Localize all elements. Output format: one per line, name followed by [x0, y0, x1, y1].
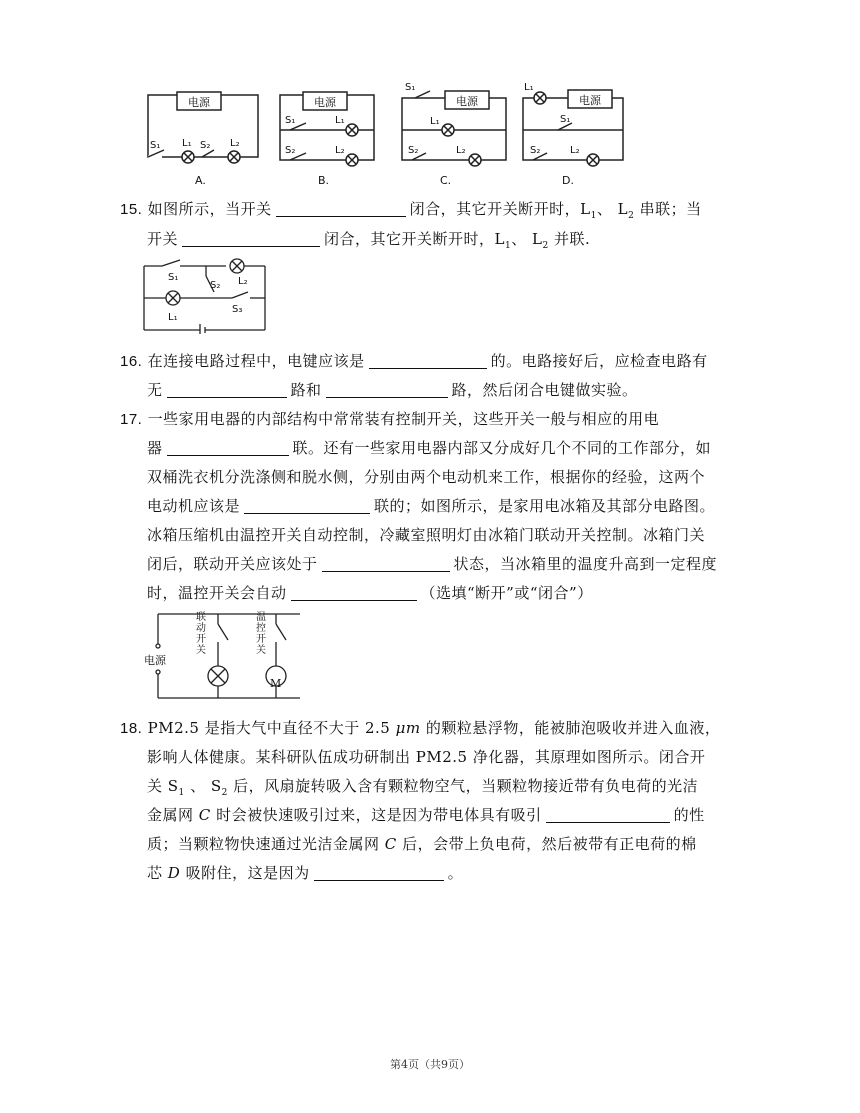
answer-blank[interactable]	[167, 381, 287, 398]
svg-text:L₁: L₁	[335, 115, 345, 126]
figure-option-c	[402, 82, 506, 187]
question-number: 15.	[120, 201, 143, 218]
svg-text:L₂: L₂	[335, 145, 345, 156]
answer-blank[interactable]	[244, 497, 370, 514]
q15-circuit-figure	[140, 254, 270, 334]
power-label: 电源	[188, 96, 210, 109]
svg-text:S₁: S₁	[150, 140, 161, 151]
svg-text:电源: 电源	[314, 96, 336, 109]
q17-line1: 17. 一些家用电器的内部结构中常常装有控制开关，这些开关一般与相应的用电	[120, 410, 660, 428]
q17-line5: 冰箱压缩机由温控开关自动控制，冷藏室照明灯由冰箱门联动开关控制。冰箱门关	[147, 526, 706, 544]
link-switch-label: 联动开关	[196, 612, 206, 656]
svg-text:D.: D.	[562, 174, 574, 187]
svg-text:S₂: S₂	[285, 145, 296, 156]
svg-text:L₂: L₂	[570, 145, 580, 156]
svg-text:L₂: L₂	[238, 276, 248, 287]
svg-text:S₁: S₁	[168, 272, 179, 283]
q18-line5: 质；当颗粒物快速通过光洁金属网 C 后，会带上负电荷，然后被带有正电荷的棉	[147, 835, 697, 853]
svg-text:L₂: L₂	[456, 145, 466, 156]
question-number: 16.	[120, 353, 143, 370]
svg-text:S₃: S₃	[232, 304, 243, 315]
svg-text:S₂: S₂	[530, 145, 541, 156]
svg-text:S₂: S₂	[210, 280, 221, 291]
svg-text:B.: B.	[318, 174, 330, 187]
temp-switch-label: 温控开关	[256, 612, 266, 656]
power-label: 电源	[144, 654, 166, 667]
q17-line7: 时，温控开关会自动 （选填“断开”或“闭合”）	[147, 584, 593, 602]
answer-blank[interactable]	[314, 864, 444, 881]
q15-line1: 15. 如图所示，当开关 闭合，其它开关断开时，$L_1$、 $L_2$ 串联；当	[120, 200, 702, 221]
figure-options-abcd	[130, 78, 650, 188]
svg-text:S₁: S₁	[405, 82, 416, 93]
motor-symbol: M	[270, 677, 282, 690]
svg-text:电源: 电源	[579, 94, 601, 107]
q15-line2: 开关 闭合，其它开关断开时，$L_1$、 $L_2$ 并联.	[147, 230, 591, 251]
q17-line2: 器 联。还有一些家用电器内部又分成好几个不同的工作部分，如	[147, 439, 712, 457]
svg-text:L₁: L₁	[182, 138, 192, 149]
svg-text:S₂: S₂	[408, 145, 419, 156]
svg-text:L₁: L₁	[524, 82, 534, 93]
question-number: 18.	[120, 720, 143, 737]
q16-line1: 16. 在连接电路过程中，电键应该是 的。电路接好后，应检查电路有	[120, 352, 708, 370]
svg-text:L₁: L₁	[168, 312, 178, 323]
answer-blank[interactable]	[167, 439, 289, 456]
answer-blank[interactable]	[291, 584, 417, 601]
figure-option-d	[523, 82, 623, 187]
q18-line3: 关 $S_1$ 、 $S_2$ 后，风扇旋转吸入含有颗粒物空气，当颗粒物接近带有负电荷的光洁	[147, 777, 699, 798]
svg-text:L₂: L₂	[230, 138, 240, 149]
svg-text:C.: C.	[440, 174, 452, 187]
answer-blank[interactable]	[182, 230, 320, 247]
page-footer: 第4页（共9页）	[390, 1058, 470, 1071]
q17-line3: 双桶洗衣机分洗涤侧和脱水侧，分别由两个电动机来工作，根据你的经验，这两个	[147, 468, 706, 486]
figure-option-b	[280, 92, 374, 187]
svg-text:S₁: S₁	[560, 114, 571, 125]
option-a-label: A.	[195, 174, 206, 187]
question-number: 17.	[120, 411, 143, 428]
q17-line4: 电动机应该是 联的；如图所示，是家用电冰箱及其部分电路图。	[147, 497, 716, 515]
q18-line2: 影响人体健康。某科研队伍成功研制出 PM2.5 净化器，其原理如图所示。闭合开	[147, 748, 706, 766]
answer-blank[interactable]	[326, 381, 448, 398]
q18-line6: 芯 D 吸附住，这是因为 。	[147, 864, 464, 882]
answer-blank[interactable]	[546, 806, 670, 823]
svg-text:电源: 电源	[456, 95, 478, 108]
q18-line1: 18. PM2.5 是指大气中直径不大于 2.5 μm 的颗粒悬浮物，能被肺泡吸收并进入血液，	[120, 719, 721, 737]
svg-text:S₂: S₂	[200, 140, 211, 151]
answer-blank[interactable]	[276, 200, 406, 217]
q17-fridge-circuit-figure	[142, 608, 307, 704]
answer-blank[interactable]	[369, 352, 487, 369]
q18-line4: 金属网 C 时会被快速吸引过来，这是因为带电体具有吸引 的性	[147, 806, 705, 824]
figure-option-a	[148, 92, 258, 187]
q16-line2: 无 路和 路，然后闭合电键做实验。	[147, 381, 638, 399]
answer-blank[interactable]	[322, 555, 450, 572]
q17-line6: 闭后，联动开关应该处于 状态，当冰箱里的温度升高到一定程度	[147, 555, 718, 573]
svg-text:S₁: S₁	[285, 115, 296, 126]
svg-text:L₁: L₁	[430, 116, 440, 127]
